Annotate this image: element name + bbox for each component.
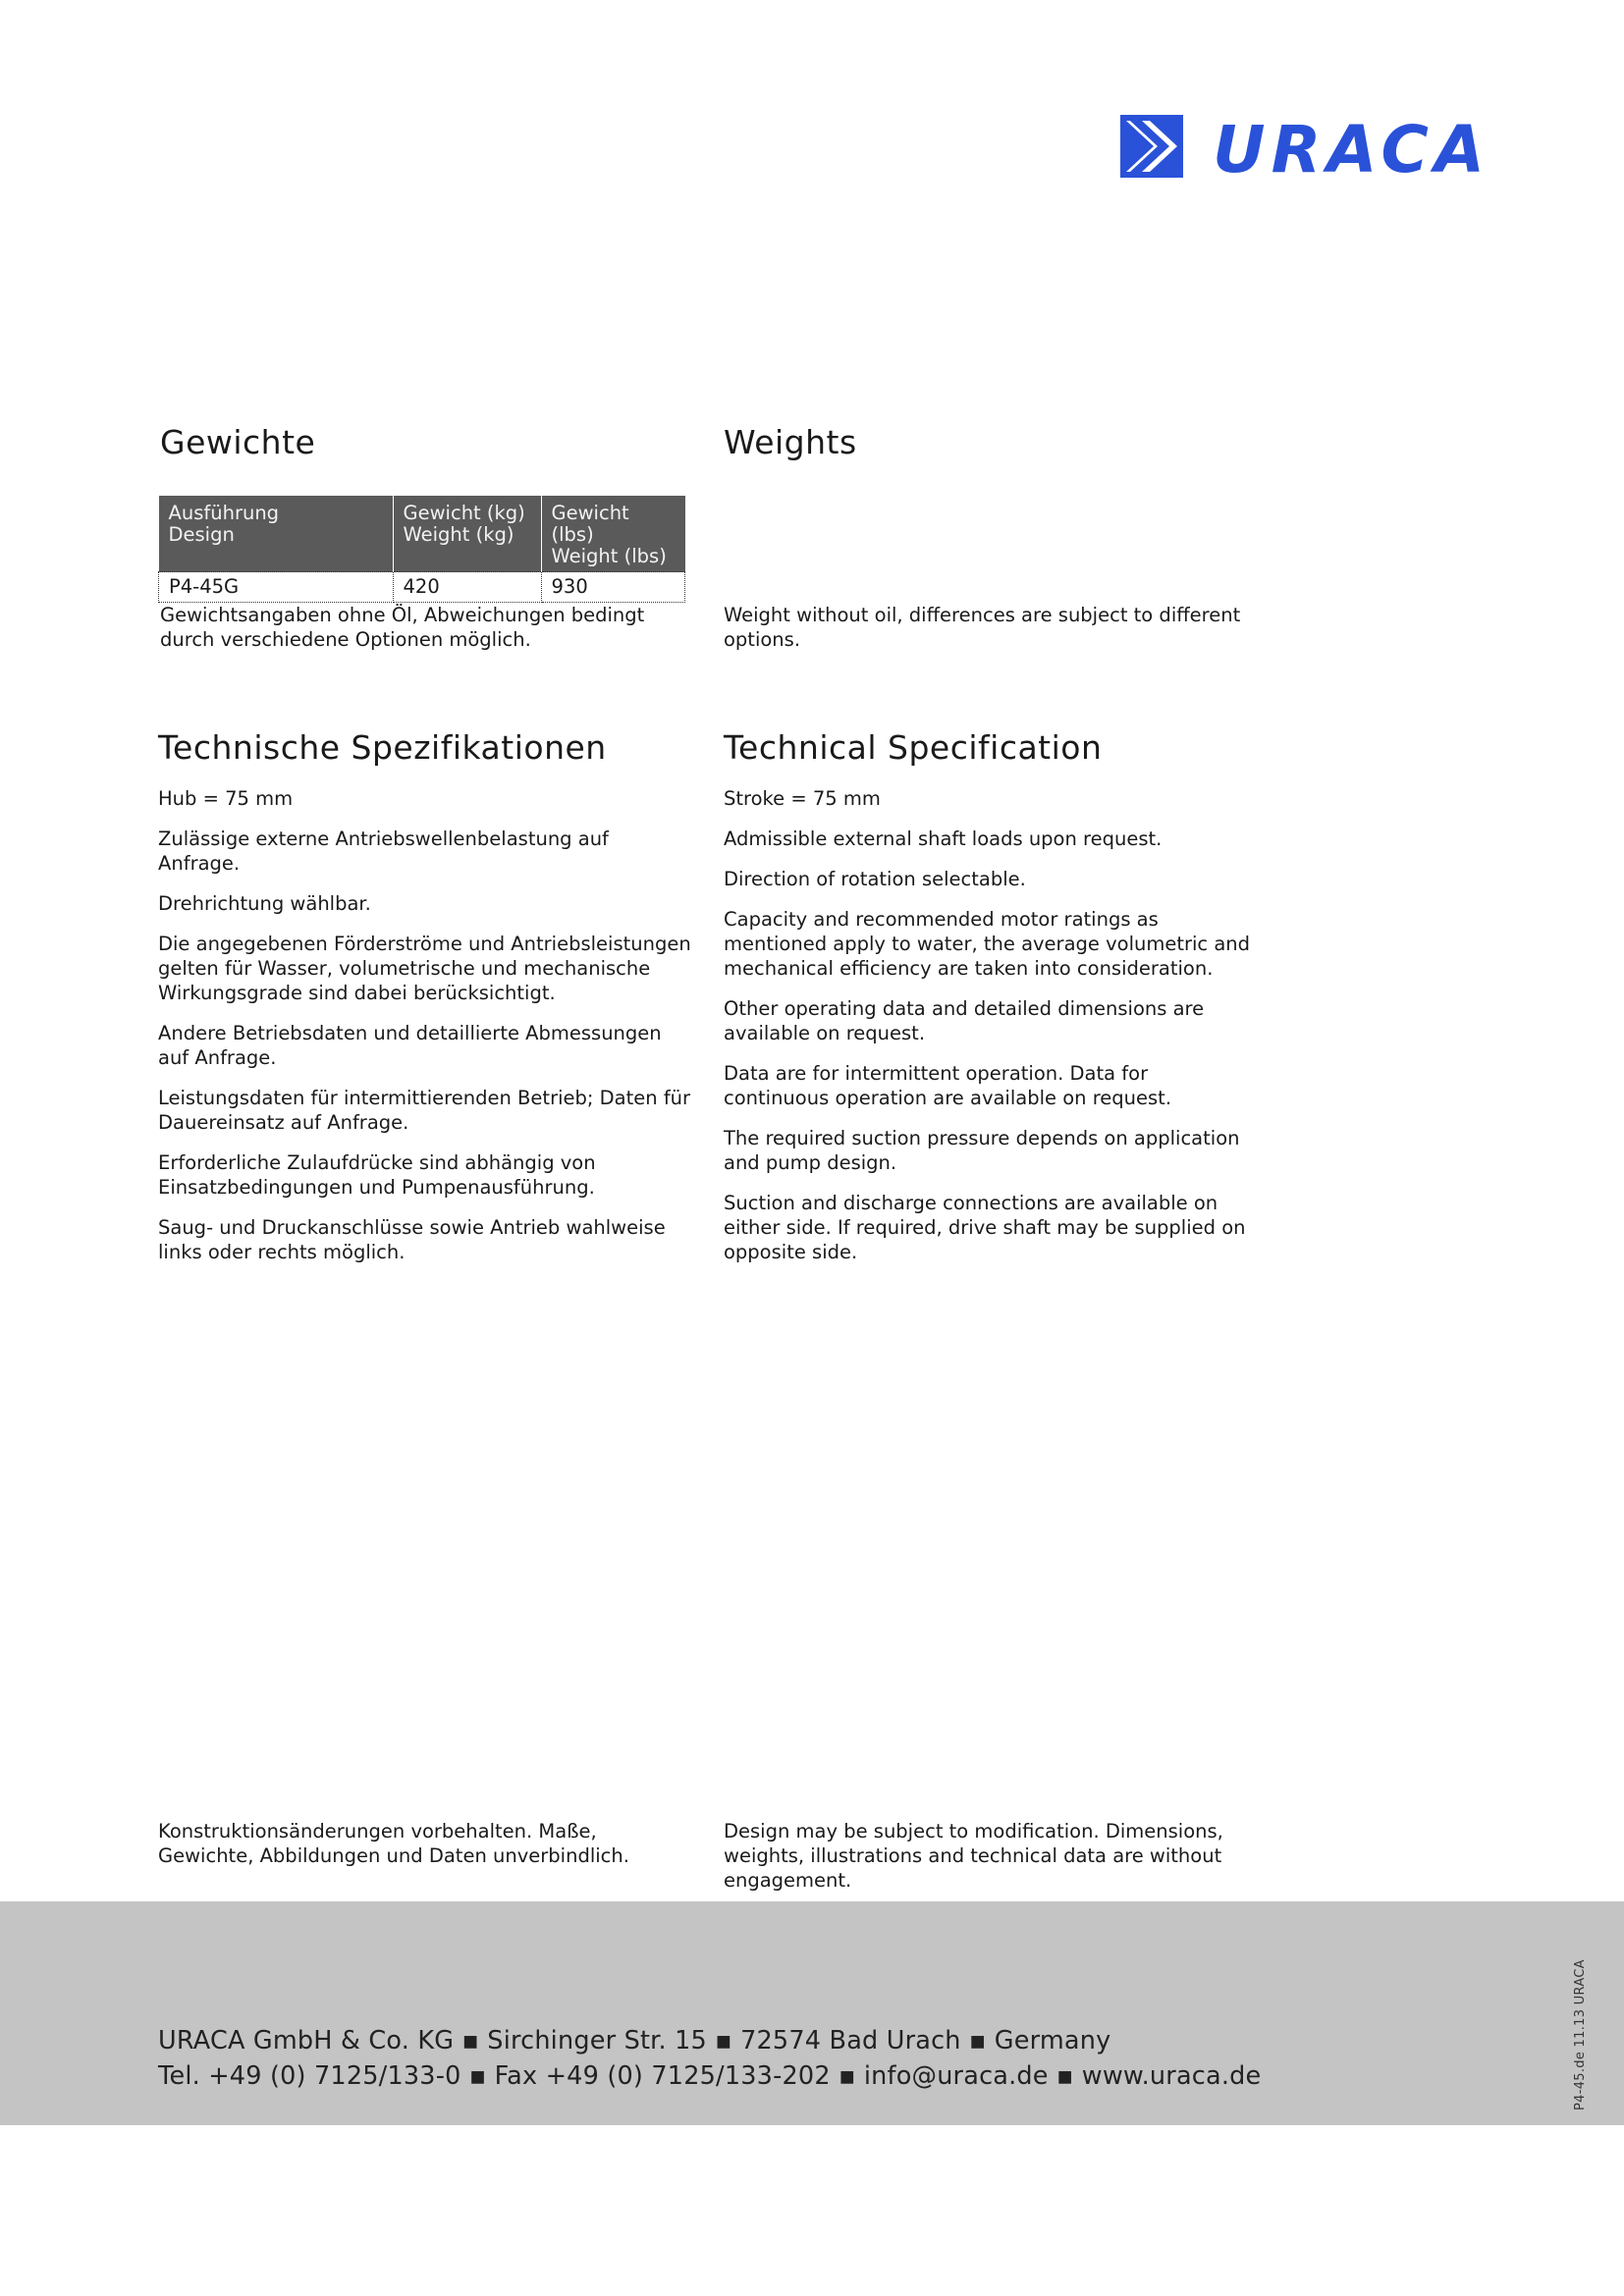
spec-item-capacity-de: Die angegebenen Förderströme und Antriebsleistungen gelten für Wasser, volumetrische und mechanische Wirkungsgrade sind dabei berücksichtigt. bbox=[158, 933, 691, 1004]
uraca-logo bbox=[1120, 113, 1533, 182]
cell-weight-lbs: 930 bbox=[541, 572, 685, 603]
spec-item-operating-data-en: Other operating data and detailed dimensions are available on request. bbox=[724, 997, 1205, 1044]
spec-title-en: Technical Specification bbox=[724, 728, 1103, 767]
footer-band bbox=[0, 1901, 1624, 2125]
disclaimer-de: Konstruktionsänderungen vorbehalten. Maße, Gewichte, Abbildungen und Daten unverbindlich. bbox=[158, 1820, 629, 1867]
footer-contact: Tel. +49 (0) 7125/133-0 ▪ Fax +49 (0) 7125/133-202 ▪ info@uraca.de ▪ www.uraca.de bbox=[158, 2061, 1262, 2091]
spec-title-de: Technische Spezifikationen bbox=[158, 728, 607, 767]
spec-item-shaft-load-de: Zulässige externe Antriebswellenbelastung auf Anfrage. bbox=[158, 828, 609, 875]
logo-wordmark: URACA bbox=[1213, 113, 1490, 182]
header-weight-kg-en: Weight (kg) bbox=[403, 523, 514, 546]
weights-note-de: Gewichtsangaben ohne Öl, Abweichungen bedingt durch verschiedene Optionen möglich. bbox=[160, 604, 645, 651]
spec-item-suction-pressure-en: The required suction pressure depends on application and pump design. bbox=[724, 1127, 1240, 1174]
weights-title-de: Gewichte bbox=[160, 423, 316, 461]
spec-item-intermittent-en: Data are for intermittent operation. Data for continuous operation are available on request. bbox=[724, 1062, 1172, 1109]
table-row bbox=[159, 572, 685, 603]
cell-weight-kg: 420 bbox=[393, 572, 541, 603]
spec-item-intermittent-de: Leistungsdaten für intermittierenden Betrieb; Daten für Dauereinsatz auf Anfrage. bbox=[158, 1087, 691, 1134]
header-weight-kg bbox=[393, 496, 541, 572]
spec-item-shaft-load-en: Admissible external shaft loads upon request. bbox=[724, 828, 1163, 850]
spec-item-suction-pressure-de: Erforderliche Zulaufdrücke sind abhängig von Einsatzbedingungen und Pumpenausführung. bbox=[158, 1151, 596, 1199]
spec-list-de bbox=[158, 786, 693, 1280]
header-design-en: Design bbox=[168, 523, 235, 546]
spec-item-rotation-en: Direction of rotation selectable. bbox=[724, 868, 1026, 890]
spec-item-stroke-de: Hub = 75 mm bbox=[158, 787, 294, 810]
header-weight-lbs-en: Weight (lbs) bbox=[551, 545, 667, 567]
weights-table-header-row bbox=[159, 496, 685, 572]
spec-item-capacity-en: Capacity and recommended motor ratings as mentioned apply to water, the average volumetric and mechanical efficiency are taken into consideration. bbox=[724, 908, 1251, 980]
uraca-chevron-logo-icon bbox=[1120, 113, 1533, 182]
weights-note-en: Weight without oil, differences are subject to different options. bbox=[724, 604, 1241, 651]
cell-design: P4-45G bbox=[159, 572, 394, 603]
header-design-de: Ausführung bbox=[168, 502, 280, 524]
header-design bbox=[159, 496, 394, 572]
spec-item-connections-de: Saug- und Druckanschlüsse sowie Antrieb wahlweise links oder rechts möglich. bbox=[158, 1216, 666, 1263]
header-weight-kg-de: Gewicht (kg) bbox=[403, 502, 525, 524]
spec-item-connections-en: Suction and discharge connections are available on either side. If required, drive shaft may be supplied on opposite side. bbox=[724, 1192, 1246, 1263]
weights-title-en: Weights bbox=[724, 423, 857, 461]
document-code: P4-45.de 11.13 URACA bbox=[1573, 1959, 1588, 2110]
header-weight-lbs-de: Gewicht (lbs) bbox=[551, 502, 629, 546]
header-weight-lbs bbox=[541, 496, 685, 572]
spec-list-en bbox=[724, 786, 1259, 1280]
spec-item-stroke-en: Stroke = 75 mm bbox=[724, 787, 881, 810]
spec-item-operating-data-de: Andere Betriebsdaten und detaillierte Abmessungen auf Anfrage. bbox=[158, 1022, 662, 1069]
weights-table bbox=[158, 496, 685, 603]
footer-address: URACA GmbH & Co. KG ▪ Sirchinger Str. 15 ▪ 72574 Bad Urach ▪ Germany bbox=[158, 2026, 1111, 2056]
spec-item-rotation-de: Drehrichtung wählbar. bbox=[158, 892, 371, 915]
disclaimer-en: Design may be subject to modification. Dimensions, weights, illustrations and technical data are without engagement. bbox=[724, 1820, 1223, 1892]
